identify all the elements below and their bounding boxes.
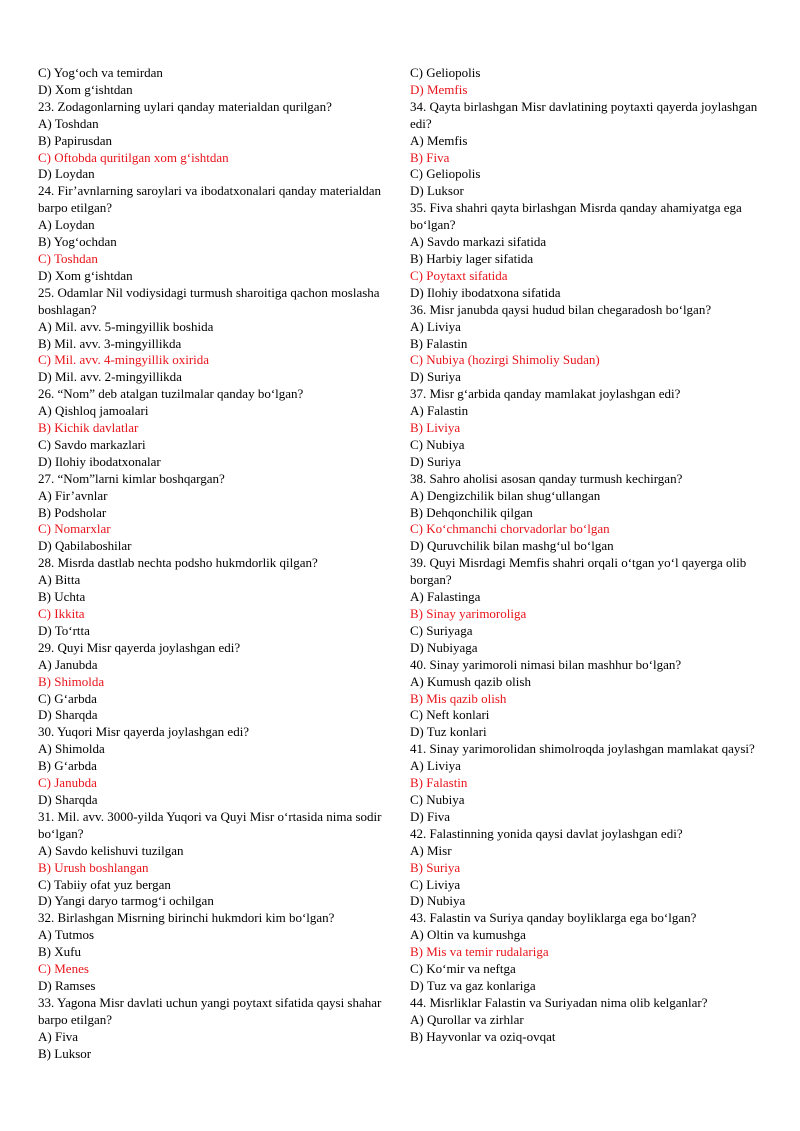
question-text: 36. Misr janubda qaysi hudud bilan chegaradosh bo‘lgan? — [410, 301, 712, 317]
answer-option: C) Savdo markazlari — [38, 436, 146, 452]
answer-option: C) Suriyaga — [410, 622, 473, 638]
answer-option: C) Tabiiy ofat yuz bergan — [38, 876, 171, 892]
correct-answer-option: B) Fiva — [410, 149, 450, 165]
answer-option: A) Kumush qazib olish — [410, 673, 531, 689]
answer-option: B) Falastin — [410, 335, 468, 351]
answer-option: C) Yog‘och va temirdan — [38, 65, 163, 80]
question-text: 34. Qayta birlashgan Misr davlatining poytaxti qayerda joylashgan edi? — [410, 98, 758, 131]
question-text: 37. Misr g‘arbida qanday mamlakat joylashgan edi? — [410, 386, 681, 402]
answer-option: D) Sharqda — [38, 707, 98, 723]
answer-option: A) Tutmos — [38, 927, 94, 943]
correct-answer-option: C) Nomarxlar — [38, 521, 111, 537]
answer-option: A) Oltin va kumushga — [410, 927, 526, 943]
answer-option: D) Nubiyaga — [410, 639, 478, 655]
answer-option: D) Xom g‘ishtdan — [38, 267, 133, 283]
answer-option: D) Ilohiy ibodatxonalar — [38, 453, 161, 469]
answer-option: C) G‘arbda — [38, 690, 97, 706]
answer-option: D) Quruvchilik bilan mashg‘ul bo‘lgan — [410, 538, 614, 554]
answer-option: D) Tuz va gaz konlariga — [410, 977, 536, 993]
answer-option: A) Shimolda — [38, 741, 105, 757]
correct-answer-option: B) Mis va temir rudalariga — [410, 944, 549, 960]
answer-option: A) Fir’avnlar — [38, 487, 108, 503]
answer-option: A) Qishloq jamoalari — [38, 403, 149, 419]
question-text: 31. Mil. avv. 3000-yilda Yuqori va Quyi Misr o‘rtasida nima sodir bo‘lgan? — [38, 808, 382, 841]
answer-option: B) Uchta — [38, 589, 86, 605]
answer-option: D) Yangi daryo tarmog‘i ochilgan — [38, 893, 214, 909]
answer-option: C) Liviya — [410, 876, 461, 892]
correct-answer-option: C) Toshdan — [38, 250, 98, 266]
question-text: 23. Zodagonlarning uylari qanday materialdan qurilgan? — [38, 98, 332, 114]
correct-answer-option: C) Ko‘chmanchi chorvadorlar bo‘lgan — [410, 521, 610, 537]
question-text: 30. Yuqori Misr qayerda joylashgan edi? — [38, 724, 250, 740]
answer-option: B) G‘arbda — [38, 758, 97, 774]
correct-answer-option: C) Janubda — [38, 775, 97, 791]
question-text: 25. Odamlar Nil vodiysidagi turmush sharoitiga qachon moslasha boshlagan? — [38, 284, 380, 317]
answer-option: C) Nubiya — [410, 436, 465, 452]
answer-option: A) Fiva — [38, 1028, 79, 1044]
answer-option: C) Nubiya — [410, 791, 465, 807]
answer-option: B) Luksor — [38, 1045, 92, 1061]
answer-option: C) Geliopolis — [410, 166, 481, 182]
question-text: 44. Misrliklar Falastin va Suriyadan nima olib kelganlar? — [410, 994, 708, 1010]
answer-option: C) Neft konlari — [410, 707, 490, 723]
correct-answer-option: B) Kichik davlatlar — [38, 420, 139, 436]
answer-option: D) Ramses — [38, 977, 96, 993]
question-text: 35. Fiva shahri qayta birlashgan Misrda qanday ahamiyatga ega bo‘lgan? — [410, 200, 742, 233]
question-text: 28. Misrda dastlab nechta podsho hukmdorlik qilgan? — [38, 555, 318, 571]
question-text: 39. Quyi Misrdagi Memfis shahri orqali o‘tgan yo‘l qayerga olib borgan? — [410, 555, 747, 588]
question-text: 41. Sinay yarimorolidan shimolroqda joylashgan mamlakat qaysi? — [410, 741, 755, 757]
question-text: 24. Fir’avnlarning saroylari va ibodatxonalari qanday materialdan barpo etilgan? — [38, 183, 382, 216]
correct-answer-option: C) Ikkita — [38, 606, 85, 621]
correct-answer-option: C) Menes — [38, 961, 89, 977]
answer-option: A) Falastin — [410, 403, 469, 419]
answer-option: B) Podsholar — [38, 504, 107, 520]
answer-option: A) Savdo markazi sifatida — [410, 234, 547, 250]
answer-option: D) Qabilaboshilar — [38, 538, 132, 554]
correct-answer-option: C) Mil. avv. 4-mingyillik oxirida — [38, 352, 210, 368]
correct-answer-option: B) Sinay yarimoroliga — [410, 606, 527, 621]
question-text: 32. Birlashgan Misrning birinchi hukmdori kim bo‘lgan? — [38, 910, 335, 926]
question-text: 40. Sinay yarimoroli nimasi bilan mashhur bo‘lgan? — [410, 656, 682, 672]
answer-option: A) Liviya — [410, 318, 461, 334]
answer-option: D) Suriya — [410, 453, 461, 469]
correct-answer-option: C) Poytaxt sifatida — [410, 267, 508, 283]
answer-option: A) Falastinga — [410, 589, 481, 605]
answer-option: A) Qurollar va zirhlar — [410, 1011, 524, 1027]
answer-option: D) Sharqda — [38, 791, 98, 807]
question-text: 26. “Nom” deb atalgan tuzilmalar qanday bo‘lgan? — [38, 386, 304, 402]
answer-option: D) Nubiya — [410, 893, 466, 909]
answer-option: B) Mil. avv. 3-mingyillikda — [38, 335, 182, 351]
question-text: 38. Sahro aholisi asosan qanday turmush kechirgan? — [410, 470, 683, 486]
answer-option: A) Savdo kelishuvi tuzilgan — [38, 842, 184, 858]
answer-option: D) Ilohiy ibodatxona sifatida — [410, 284, 561, 300]
answer-option: B) Xufu — [38, 944, 81, 960]
correct-answer-option: B) Shimolda — [38, 673, 105, 689]
question-text: 27. “Nom”larni kimlar boshqargan? — [38, 470, 225, 486]
correct-answer-option: B) Mis qazib olish — [410, 690, 507, 706]
answer-option: B) Hayvonlar va oziq-ovqat — [410, 1028, 556, 1044]
correct-answer-option: D) Memfis — [410, 81, 468, 97]
answer-option: B) Dehqonchilik qilgan — [410, 504, 533, 520]
answer-option: D) Suriya — [410, 369, 461, 385]
answer-option: B) Harbiy lager sifatida — [410, 250, 534, 266]
question-text: 33. Yagona Misr davlati uchun yangi poytaxt sifatida qaysi shahar barpo etilgan? — [38, 994, 382, 1027]
answer-option: D) Fiva — [410, 808, 451, 824]
correct-answer-option: C) Nubiya (hozirgi Shimoliy Sudan) — [410, 352, 600, 368]
answer-option: B) Yog‘ochdan — [38, 234, 117, 250]
question-text: 29. Quyi Misr qayerda joylashgan edi? — [38, 639, 241, 655]
answer-option: A) Mil. avv. 5-mingyillik boshida — [38, 318, 214, 334]
answer-option: D) Xom g‘ishtdan — [38, 81, 133, 97]
answer-option: A) Liviya — [410, 758, 461, 774]
answer-option: D) Tuz konlari — [410, 724, 487, 740]
answer-option: A) Dengizchilik bilan shug‘ullangan — [410, 487, 601, 503]
answer-option: A) Janubda — [38, 656, 98, 672]
answer-option: A) Toshdan — [38, 115, 99, 131]
answer-option: C) Ko‘mir va neftga — [410, 961, 516, 977]
answer-option: D) To‘rtta — [38, 622, 90, 638]
answer-option: A) Bitta — [38, 572, 81, 588]
answer-option: D) Luksor — [410, 183, 464, 199]
answer-option: A) Memfis — [410, 132, 468, 148]
question-text: 42. Falastinning yonida qaysi davlat joylashgan edi? — [410, 825, 683, 841]
answer-option: A) Misr — [410, 842, 452, 858]
correct-answer-option: B) Suriya — [410, 859, 461, 875]
correct-answer-option: B) Urush boshlangan — [38, 859, 149, 875]
answer-option: D) Mil. avv. 2-mingyillikda — [38, 369, 182, 385]
answer-option: A) Loydan — [38, 217, 95, 233]
correct-answer-option: B) Falastin — [410, 775, 468, 791]
answer-option: C) Geliopolis — [410, 65, 481, 80]
correct-answer-option: C) Oftobda quritilgan xom g‘ishtdan — [38, 149, 229, 165]
answer-option: B) Papirusdan — [38, 132, 113, 148]
right-column — [410, 65, 762, 1046]
answer-option: D) Loydan — [38, 166, 95, 182]
correct-answer-option: B) Liviya — [410, 420, 461, 436]
left-column — [38, 65, 393, 1062]
question-text: 43. Falastin va Suriya qanday boyliklarga ega bo‘lgan? — [410, 910, 697, 926]
